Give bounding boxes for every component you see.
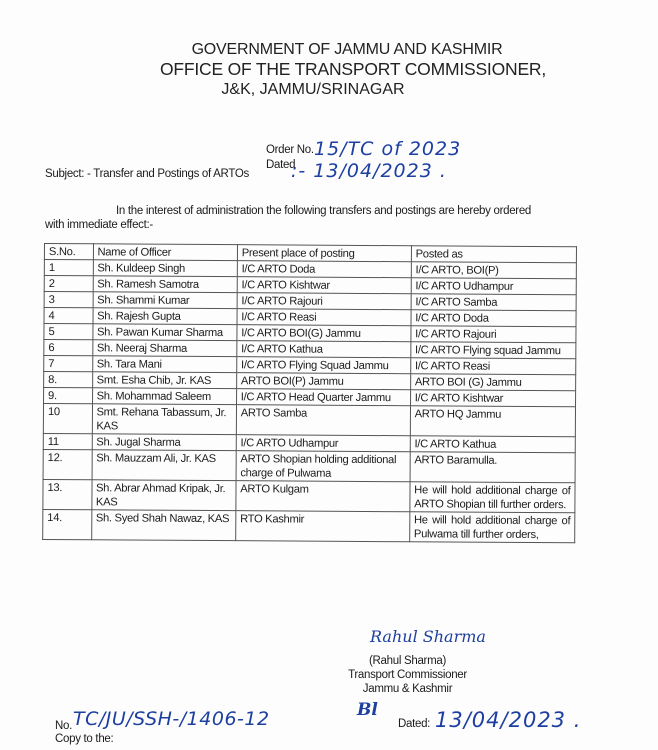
- cell-name: Sh. Abrar Ahmad Kripak, Jr. KAS: [91, 480, 235, 511]
- cell-name: Sh. Neeraj Sharma: [92, 340, 236, 357]
- order-dated-label: Dated: [266, 159, 296, 171]
- cell-sno: 4: [44, 308, 93, 324]
- cell-sno: 9.: [44, 388, 93, 404]
- cell-name: Sh. Mauzzam Ali, Jr. KAS: [92, 450, 236, 481]
- cell-sno: 11: [43, 433, 92, 449]
- cell-posted: I/C ARTO, BOI(P): [411, 262, 576, 279]
- table-row: [43, 509, 575, 542]
- column-header-sno: S.No.: [44, 244, 93, 260]
- table-row: [43, 479, 575, 512]
- signature-dated-handwritten: 13/04/2023 .: [435, 708, 582, 732]
- cell-present: I/C ARTO Doda: [237, 261, 411, 278]
- copy-to-label: Copy to the:: [55, 733, 114, 745]
- cell-posted: I/C ARTO Udhampur: [411, 278, 576, 295]
- cell-present: I/C ARTO Rajouri: [237, 293, 411, 310]
- header-government: GOVERNMENT OF JAMMU AND KASHMIR: [191, 41, 503, 58]
- intro-paragraph-line1: In the interest of administration the following transfers and postings are hereby ordered: [116, 205, 532, 217]
- cell-present: I/C ARTO Flying Squad Jammu: [236, 357, 410, 374]
- cell-sno: 7: [44, 356, 93, 372]
- cell-sno: 5: [44, 324, 93, 340]
- cell-sno: 1: [44, 260, 93, 276]
- cell-name: Sh. Jugal Sharma: [92, 434, 236, 451]
- cell-posted: ARTO HQ Jammu: [410, 406, 575, 437]
- order-number-label: Order No.: [266, 144, 314, 156]
- table-row: [43, 404, 575, 437]
- header-office: OFFICE OF THE TRANSPORT COMMISSIONER,: [159, 59, 547, 79]
- table-row: [43, 449, 575, 482]
- cell-present: ARTO Shopian holding additional charge of Pulwama: [236, 451, 410, 482]
- initials-handwritten: Bl: [357, 700, 378, 720]
- intro-paragraph-line2: with immediate effect:-: [45, 219, 153, 231]
- cell-sno: 3: [44, 292, 93, 308]
- signatory-designation: Transport Commissioner: [348, 669, 467, 681]
- signature-dated-label: Dated:: [398, 718, 431, 730]
- signatory-jurisdiction: Jammu & Kashmir: [362, 683, 453, 695]
- header-location: J&K, JAMMU/SRINAGAR: [221, 81, 405, 98]
- cell-posted: ARTO Baramulla.: [410, 452, 575, 483]
- cell-present: ARTO Kulgam: [236, 481, 410, 512]
- cell-posted: He will hold additional charge of Pulwama till further orders,: [409, 512, 574, 543]
- cell-posted: I/C ARTO Doda: [411, 310, 576, 327]
- column-header-name: Name of Officer: [93, 244, 237, 261]
- cell-name: Sh. Kuldeep Singh: [93, 260, 237, 277]
- subject-line: Subject: - Transfer and Postings of ARTOs: [45, 168, 249, 180]
- cell-name: Sh. Shammi Kumar: [93, 292, 237, 309]
- cell-posted: I/C ARTO Flying squad Jammu: [411, 342, 576, 359]
- cell-name: Smt. Esha Chib, Jr. KAS: [92, 372, 236, 389]
- cell-name: Sh. Syed Shah Nawaz, KAS: [91, 510, 235, 541]
- dispatch-number-handwritten: TC/JU/SSH-/1406-12: [73, 708, 270, 730]
- cell-posted: I/C ARTO Rajouri: [411, 326, 576, 343]
- cell-present: I/C ARTO Kathua: [237, 341, 411, 358]
- cell-present: I/C ARTO Kishtwar: [237, 277, 411, 294]
- dispatch-number-label: No.: [55, 720, 72, 732]
- cell-sno: 12.: [43, 449, 92, 479]
- cell-present: I/C ARTO Reasi: [237, 309, 411, 326]
- cell-posted: ARTO BOI (G) Jammu: [410, 374, 575, 391]
- cell-name: Sh. Tara Mani: [92, 356, 236, 373]
- cell-sno: 2: [44, 276, 93, 292]
- signatory-name: (Rahul Sharma): [369, 655, 446, 667]
- cell-present: I/C ARTO BOI(G) Jammu: [237, 325, 411, 342]
- cell-posted: I/C ARTO Kathua: [410, 436, 575, 453]
- signature-handwritten: Rahul Sharma: [370, 627, 486, 646]
- order-dated-handwritten: :- 13/04/2023 .: [291, 160, 447, 182]
- cell-sno: 13.: [43, 479, 92, 509]
- cell-present: ARTO BOI(P) Jammu: [236, 373, 410, 390]
- cell-name: Smt. Rehana Tabassum, Jr. KAS: [92, 404, 236, 435]
- column-header-present: Present place of posting: [237, 245, 411, 262]
- cell-posted: I/C ARTO Samba: [411, 294, 576, 311]
- cell-posted: I/C ARTO Kishtwar: [410, 390, 575, 407]
- cell-present: ARTO Samba: [236, 405, 410, 436]
- cell-name: Sh. Pawan Kumar Sharma: [92, 324, 236, 341]
- cell-name: Sh. Mohammad Saleem: [92, 388, 236, 405]
- cell-name: Sh. Rajesh Gupta: [93, 308, 237, 325]
- cell-posted: I/C ARTO Reasi: [410, 358, 575, 375]
- cell-sno: 8.: [44, 372, 93, 388]
- cell-present: RTO Kashmir: [235, 511, 409, 542]
- cell-posted: He will hold additional charge of ARTO Shopian till further orders.: [410, 482, 575, 513]
- cell-sno: 14.: [43, 509, 92, 539]
- cell-name: Sh. Ramesh Samotra: [93, 276, 237, 293]
- cell-present: I/C ARTO Head Quarter Jammu: [236, 389, 410, 406]
- order-number-handwritten: 15/TC of 2023: [314, 138, 462, 160]
- cell-sno: 6: [44, 340, 93, 356]
- transfers-table: [42, 243, 577, 543]
- cell-sno: 10: [43, 404, 92, 434]
- cell-present: I/C ARTO Udhampur: [236, 435, 410, 452]
- column-header-posted: Posted as: [411, 246, 576, 263]
